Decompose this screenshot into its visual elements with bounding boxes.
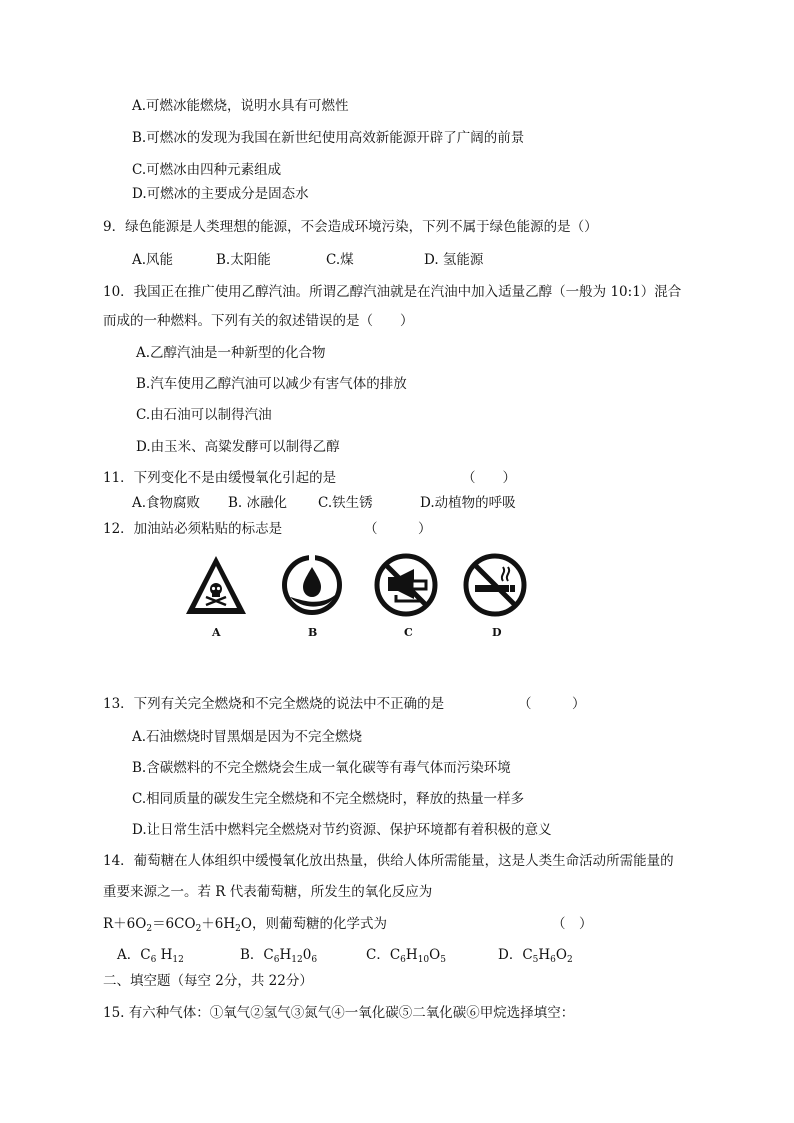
q12-answer-paren: （ ） [364,521,432,537]
q10-option-b: B.汽车使用乙醇汽油可以减少有害气体的排放 [136,376,407,392]
q11-option-b: B. 冰融化 [228,495,288,511]
q14-stem-line1: 14．葡萄糖在人体组织中缓慢氧化放出热量，供给人体所需能量，这是人类生命活动所需能量的 [103,853,674,869]
no-smoking-sign-icon [463,553,527,617]
section-heading-fill-in: 二、填空题（每空 2分，共 22分） [103,973,313,989]
q15-stem: 15. 有六种气体：①氧气②氢气③氮气④一氧化碳⑤二氧化碳⑥甲烷选择填空： [103,1005,575,1021]
q13-option-d: D.让日常生活中燃料完全燃烧对节约资源、保护环境都有着积极的意义 [132,822,552,838]
q9-option-b: B.太阳能 [216,252,271,268]
q8-option-c: C.可燃冰由四种元素组成 [132,162,282,178]
sign-label-b: B [308,626,318,639]
q11-answer-paren: （ ） [462,470,516,486]
q11-option-a: A.食物腐败 [132,495,201,511]
q11-stem: 11．下列变化不是由缓慢氧化引起的是 [103,470,337,486]
q10-option-d: D.由玉米、高粱发酵可以制得乙醇 [136,439,340,455]
q9-option-d: D. 氢能源 [424,252,484,268]
q13-stem: 13．下列有关完全燃烧和不完全燃烧的说法中不正确的是 [103,696,445,712]
q13-option-b: B.含碳燃料的不完全燃烧会生成一氧化碳等有毒气体而污染环境 [132,760,511,776]
q10-stem-line2: 而成的一种燃料。下列有关的叙述错误的是（ ） [103,313,414,329]
q9-option-c: C.煤 [326,252,354,268]
no-horn-sign-icon [374,553,438,617]
water-drop-sign-icon [280,553,344,617]
q13-answer-paren: （ ） [518,696,586,712]
q10-stem-line1: 10．我国正在推广使用乙醇汽油。所谓乙醇汽油就是在汽油中加入适量乙醇（一般为 10:1）混合 [103,284,682,300]
q8-option-d: D.可燃冰的主要成分是固态水 [132,186,309,202]
q8-option-a: A.可燃冰能燃烧，说明水具有可燃性 [132,98,349,114]
sign-label-c: C [404,626,413,639]
q14-option-d: D．$C_5H_6O_2$ [498,947,573,965]
q11-option-d: D.动植物的呼吸 [420,495,516,511]
q13-option-c: C.相同质量的碳发生完全燃烧和不完全燃烧时，释放的热量一样多 [132,791,525,807]
sign-label-a: A [212,626,221,639]
q8-option-b: B.可燃冰的发现为我国在新世纪使用高效新能源开辟了广阔的前景 [132,130,525,146]
q14-stem-line2: 重要来源之一。若 R 代表葡萄糖，所发生的氧化反应为 [103,884,433,900]
q14-answer-paren: （ ） [552,916,593,932]
q12-stem: 12．加油站必须粘贴的标志是 [103,521,283,537]
q14-option-b: B．$C_6H_{12}0_6$ [240,947,318,965]
q10-option-a: A.乙醇汽油是一种新型的化合物 [136,345,326,361]
sign-label-d: D [492,626,502,639]
toxic-warning-sign-icon [184,553,248,617]
q14-equation: $R+6O_2=6CO_2+6H_2O$，则葡萄糖的化学式为 [103,916,387,934]
q10-option-c: C.由石油可以制得汽油 [136,407,272,423]
q14-option-c: C．$C_6H_{10}O_5$ [366,947,446,965]
q9-stem: 9．绿色能源是人类理想的能源，不会造成环境污染，下列不属于绿色能源的是（） [103,219,598,235]
q11-option-c: C.铁生锈 [318,495,373,511]
q9-option-a: A.风能 [132,252,174,268]
q14-option-a: A．$C_6$ $H_{12}$ [117,947,184,965]
q13-option-a: A.石油燃烧时冒黑烟是因为不完全燃烧 [132,729,363,745]
